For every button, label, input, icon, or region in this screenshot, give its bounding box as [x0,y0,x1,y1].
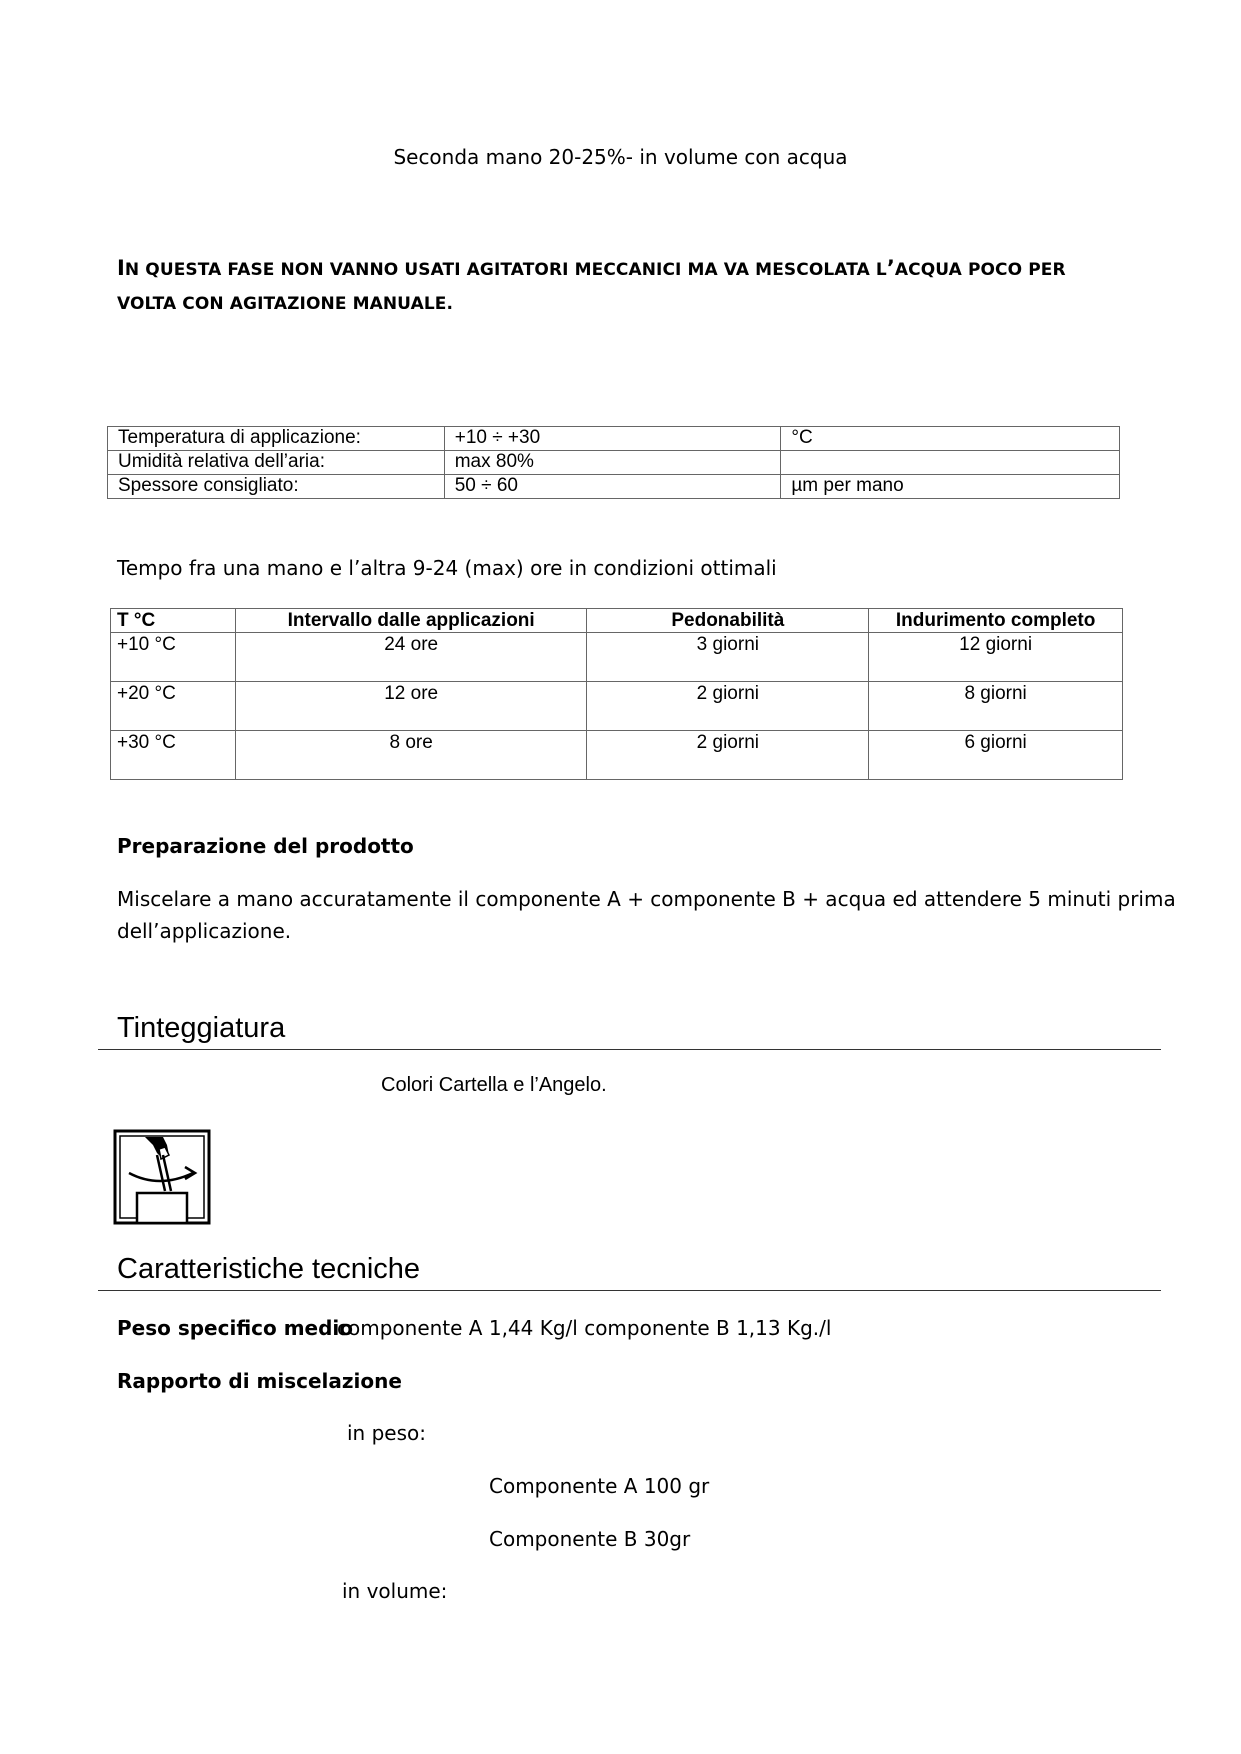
column-header: Intervallo dalle applicazioni [235,609,587,633]
warning-text-part: ’ [886,256,895,280]
mixing-warning [117,251,1127,321]
table-cell: 2 giorni [587,682,869,731]
table-cell: +10 ÷ +30 [444,427,781,451]
preparation-text-line-2: dell’applicazione. [117,919,292,943]
table-cell: Spessore consigliato: [108,475,445,499]
preparation-text-line-1: Miscelare a mano accuratamente il componente A + componente B + acqua ed attendere 5 minuti prima [117,887,1176,911]
table-cell: Temperatura di applicazione: [108,427,445,451]
table-row [111,682,1123,731]
density-value: componente A 1,44 Kg/l componente B 1,13 Kg./l [337,1316,832,1340]
column-header: T °C [111,609,236,633]
mixing-ratio-label: Rapporto di miscelazione [117,1369,402,1393]
curing-times-table [110,608,1123,780]
technical-divider [98,1290,1161,1291]
table-cell: 24 ore [235,633,587,682]
table-cell: µm per mano [781,475,1120,499]
warning-text-part: ACQUA POCO PER VOLTA CON AGITAZIONE MANUALE. [117,260,1066,314]
table-cell [781,451,1120,475]
preparation-heading: Preparazione del prodotto [117,834,414,858]
intro-line: Seconda mano 20-25%- in volume con acqua [393,145,848,169]
table-cell: +20 °C [111,682,236,731]
table-cell: 12 giorni [869,633,1123,682]
column-header: Indurimento completo [869,609,1123,633]
warning-text-part: I [117,256,125,280]
table-cell: 2 giorni [587,731,869,780]
table-cell: 6 giorni [869,731,1123,780]
application-table [107,426,1120,499]
table-cell: 12 ore [235,682,587,731]
density-label: Peso specifico medio [117,1316,354,1340]
by-weight-label: in peso: [347,1421,426,1445]
table-cell: Umidità relativa dell’aria: [108,451,445,475]
table-cell: +10 °C [111,633,236,682]
component-a-weight: Componente A 100 gr [489,1474,710,1498]
table-row [111,633,1123,682]
component-b-weight: Componente B 30gr [489,1527,691,1551]
recoat-time-line: Tempo fra una mano e l’altra 9-24 (max) ore in condizioni ottimali [117,556,777,580]
table-cell: 3 giorni [587,633,869,682]
by-volume-label: in volume: [342,1579,448,1603]
table-cell: +30 °C [111,731,236,780]
table-cell: 8 ore [235,731,587,780]
table-cell: max 80% [444,451,781,475]
table-cell: 50 ÷ 60 [444,475,781,499]
table-cell: 8 giorni [869,682,1123,731]
table-row [108,451,1120,475]
warning-text-part: N QUESTA FASE NON VANNO USATI AGITATORI MECCANICI MA VA MESCOLATA L [124,260,887,280]
manual-mixing-icon [113,1129,211,1225]
table-cell: °C [781,427,1120,451]
table-row [108,427,1120,451]
tinting-text: Colori Cartella e l’Angelo. [381,1074,607,1096]
tinting-title: Tinteggiatura [117,1012,286,1044]
technical-title: Caratteristiche tecniche [117,1253,421,1285]
tinting-divider [98,1049,1161,1050]
column-header: Pedonabilità [587,609,869,633]
table-row [111,731,1123,780]
table-row [108,475,1120,499]
